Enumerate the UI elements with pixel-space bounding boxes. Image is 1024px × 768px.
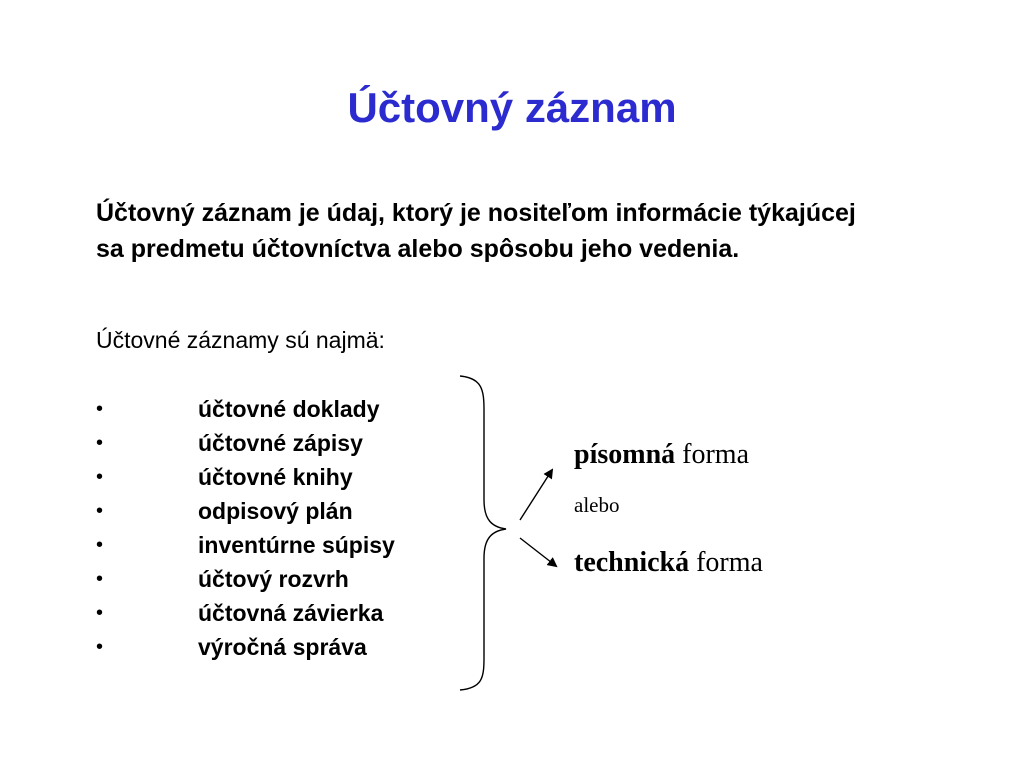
- bullet-icon: •: [96, 602, 104, 624]
- bullet-icon: •: [96, 466, 104, 488]
- list-item-label: výročná správa: [198, 634, 367, 660]
- list-item-label: účtovné zápisy: [198, 430, 363, 456]
- slide-title: Účtovný záznam: [347, 84, 677, 131]
- written-form-rest: forma: [675, 439, 750, 470]
- list-item: [96, 460, 395, 494]
- arrow-up-icon: [520, 470, 552, 520]
- curly-brace-icon: [460, 376, 506, 690]
- list-item: [96, 528, 395, 562]
- or-separator: alebo: [574, 493, 620, 517]
- list-item-label: účtovné doklady: [198, 396, 380, 422]
- arrow-down-icon: [520, 538, 556, 566]
- list-item-label: inventúrne súpisy: [198, 532, 395, 558]
- list-item-label: účtovná závierka: [198, 600, 384, 626]
- bullet-icon: •: [96, 398, 104, 420]
- list-item: [96, 562, 395, 596]
- bullet-icon: •: [96, 432, 104, 454]
- list-item-label: odpisový plán: [198, 498, 353, 524]
- definition-text: Účtovný záznam je údaj, ktorý je nositeľom informácie týkajúcej sa predmetu účtovníctva alebo spôsobu jeho vedenia.: [96, 199, 856, 263]
- technical-form-rest: forma: [689, 547, 763, 578]
- list-item-label: účtovné knihy: [198, 464, 353, 490]
- intro-text: Účtovné záznamy sú najmä:: [96, 327, 385, 353]
- list-item: [96, 494, 395, 528]
- bullet-icon: •: [96, 500, 104, 522]
- bullet-icon: •: [96, 534, 104, 556]
- list-item: [96, 630, 395, 664]
- written-form-label: [574, 438, 749, 472]
- list-item: [96, 596, 395, 630]
- records-list: [96, 392, 395, 664]
- written-form-bold: písomná: [574, 439, 676, 470]
- brace-arrows-diagram: [420, 370, 560, 700]
- list-item-label: účtový rozvrh: [198, 566, 349, 592]
- list-item: [96, 426, 395, 460]
- technical-form-bold: technická: [574, 547, 690, 578]
- technical-form-label: [574, 546, 763, 580]
- bullet-icon: •: [96, 568, 104, 590]
- list-item: [96, 392, 395, 426]
- bullet-icon: •: [96, 636, 104, 658]
